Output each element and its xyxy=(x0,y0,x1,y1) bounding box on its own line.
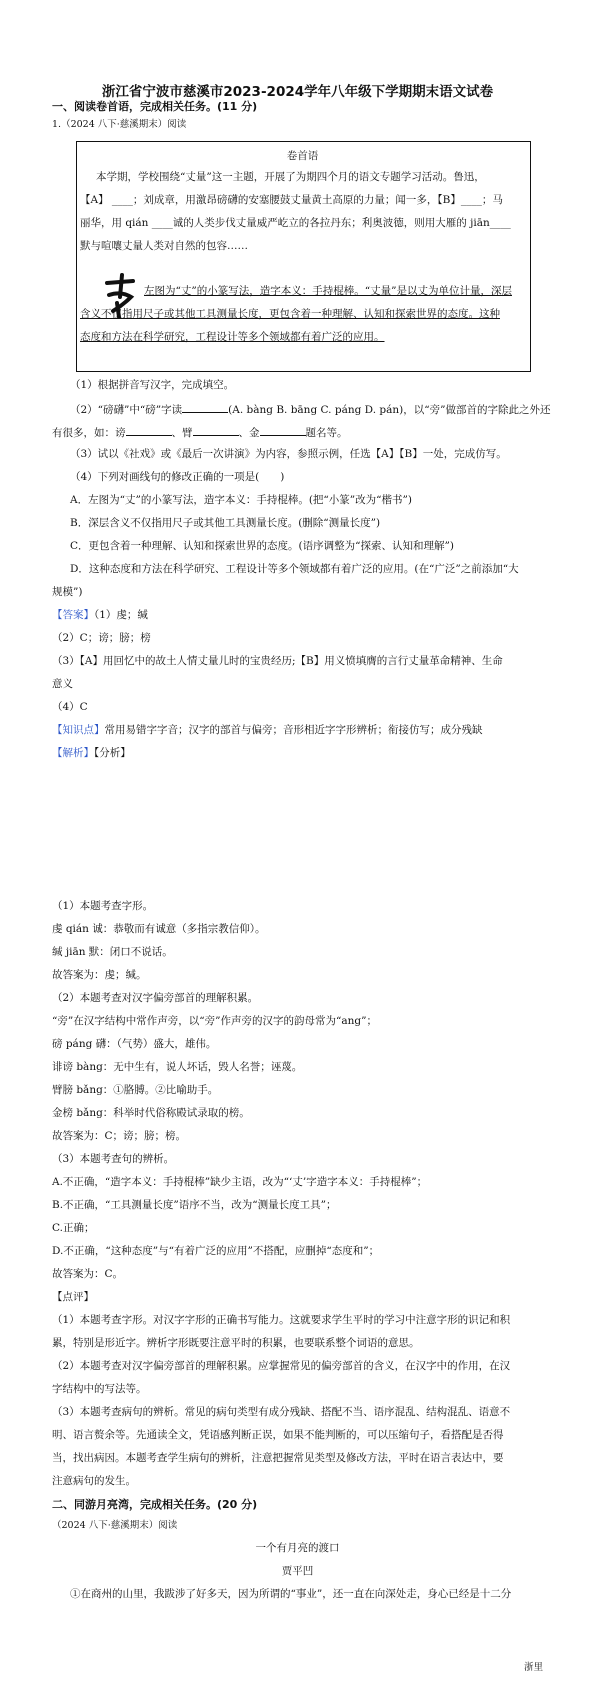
knowledge-label: 【知识点】 xyxy=(52,724,105,736)
subquestion-3: （3）试以《社戏》或《最后一次讲演》为内容，参照示例，任选【A】【B】一处，完成仿写。 xyxy=(70,448,507,460)
comment-1-line-2: 累，特别是形近字。辨析字形既要注意平时的积累，也要联系整个词语的意思。 xyxy=(52,1337,420,1349)
q2-intro: （2024 八下·慈溪期末）阅读 xyxy=(52,1520,178,1531)
underlined-sentence-1: 左图为“丈”的小篆写法，造字本义：手持棍棒。“丈量”是以丈为单位计量，深层 xyxy=(144,285,512,297)
option-b: B．深层含义不仅指用尺子或其他工具测量长度。(删除“测量长度”) xyxy=(70,517,381,529)
option-d-line-1: D．这种态度和方法在科学研究、工程设计等多个领域都有着广泛的应用。(在“广泛”之前添加“大 xyxy=(70,563,519,575)
knowledge-points xyxy=(52,723,483,738)
option-c: C．更包含着一种理解、认知和探索世界的态度。(语序调整为“探索、认知和理解”) xyxy=(70,540,454,552)
article-paragraph-1: ①在商州的山里，我跋涉了好多天，因为所谓的“事业”，还一直在向深处走，身心已经是十二分 xyxy=(70,1588,512,1600)
subquestion-2-text-d: 、臂 xyxy=(171,427,193,439)
page-corner-label: 浙里 xyxy=(523,1662,543,1673)
analysis-subheading: 【分析】 xyxy=(94,747,131,759)
answer-2: （2）C；谤；膀；榜 xyxy=(52,632,151,644)
explain-9: 臂膀 bǎng：①胳膊。②比喻助手。 xyxy=(52,1084,219,1096)
answer-blank-3 xyxy=(193,424,239,436)
comment-2-line-1: （2）本题考查对汉字偏旁部首的理解积累。应掌握常见的偏旁部首的含义，在汉字中的作用，在汉 xyxy=(52,1360,511,1372)
comment-3-line-3: 当，找出病因。本题考查学生病句的辨析，注意把握常见类型及修改方法，平时在语言表达中，要 xyxy=(52,1452,504,1464)
article-title: 一个有月亮的渡口 xyxy=(255,1542,340,1554)
subquestion-2-text-b: (A. bàng B. bāng C. páng D. pán)，以“旁”做部首的字除此之外还 xyxy=(228,404,551,416)
explain-10: 金榜 bǎng：科举时代俗称殿试录取的榜。 xyxy=(52,1107,250,1119)
subquestion-1: （1）根据拼音写汉字，完成填空。 xyxy=(70,379,235,391)
comment-label: 【点评】 xyxy=(52,1291,94,1303)
underlined-sentence-2: 含义不仅指用尺子或其他工具测量长度，更包含着一种理解、认知和探索世界的态度。这种 xyxy=(80,308,500,320)
explain-2: 虔 qián 诚：恭敬而有诚意（多指宗教信仰）。 xyxy=(52,923,266,935)
comment-2-line-2: 字结构中的写法等。 xyxy=(52,1383,147,1395)
explain-5: （2）本题考查对汉字偏旁部首的理解积累。 xyxy=(52,992,259,1004)
page-title: 浙江省宁波市慈溪市2023-2024学年八年级下学期期末语文试卷 xyxy=(101,84,494,100)
comment-3-line-4: 注意病句的发生。 xyxy=(52,1475,136,1487)
answer-3-line-2: 意义 xyxy=(52,678,73,690)
explain-1: （1）本题考查字形。 xyxy=(52,900,154,912)
subquestion-2-line-2 xyxy=(52,424,348,441)
article-author: 贾平凹 xyxy=(281,1565,314,1577)
explain-11: 故答案为：C；谤；膀；榜。 xyxy=(52,1130,187,1142)
answer-3-line-1: （3）【A】用回忆中的故土人情丈量儿时的宝贵经历;【B】用义愤填膺的言行丈量革命精神、生命 xyxy=(52,655,503,667)
explain-17: 故答案为：C。 xyxy=(52,1268,124,1280)
passage-line-2: 【A】 ____；刘成章，用激昂磅礴的安塞腰鼓丈量黄土高原的力量；闻一多，【B】____；马 xyxy=(80,194,503,206)
answer-4: （4）C xyxy=(52,701,88,713)
answer-blank-1 xyxy=(182,401,228,413)
explain-14: B.不正确，“工具测量长度”语序不当，改为“测量长度工具”； xyxy=(52,1199,337,1211)
subquestion-2-text-f: 题名等。 xyxy=(305,427,348,439)
explain-6: “旁”在汉字结构中常作声旁，以“旁”作声旁的汉字的韵母常为“ang”； xyxy=(52,1015,377,1027)
explain-3: 缄 jiān 默：闭口不说话。 xyxy=(52,946,173,958)
option-a: A．左图为“丈”的小篆写法，造字本义：手持棍棒。(把“小篆”改为“楷书”) xyxy=(70,494,412,506)
passage-line-4: 默与喧嚷丈量人类对自然的包容…… xyxy=(80,240,248,252)
explain-16: D.不正确，“这种态度”与“有着广泛的应用”不搭配，应删掉“态度和”； xyxy=(52,1245,380,1257)
knowledge-text: 常用易错字字音；汉字的部首与偏旁；音形相近字字形辨析；衔接仿写；成分残缺 xyxy=(104,724,483,736)
option-d-line-2: 规模”) xyxy=(52,586,83,598)
subquestion-2-text-c: 有很多，如：谤 xyxy=(52,427,126,439)
explain-4: 故答案为：虔；缄。 xyxy=(52,969,147,981)
comment-3-line-1: （3）本题考查病句的辨析。常见的病句类型有成分残缺、搭配不当、语序混乱、结构混乱、语意不 xyxy=(52,1406,511,1418)
section1-heading: 一、阅读卷首语，完成相关任务。(11 分) xyxy=(52,100,258,113)
comment-3-line-2: 明、语言赘余等。先通读全文，凭语感判断正误，如果不能判断的，可以压缩句子，看搭配是否得 xyxy=(52,1429,504,1441)
subquestion-2-line-1 xyxy=(70,401,550,418)
explain-15: C.正确； xyxy=(52,1222,95,1234)
answer-label: 【答案】 xyxy=(52,609,94,621)
answer-blank-4 xyxy=(260,424,306,436)
explain-8: 诽谤 bàng：无中生有，说人坏话，毁人名誉；诬蔑。 xyxy=(52,1061,303,1073)
passage-box-heading: 卷首语 xyxy=(286,150,319,162)
passage-line-1: 本学期，学校围绕“丈量”这一主题，开展了为期四个月的语文专题学习活动。鲁迅， xyxy=(96,171,485,183)
analysis-heading xyxy=(52,746,131,761)
subquestion-2-text-a: （2）“磅礴”中“磅”字读 xyxy=(70,404,183,416)
answer-line-1 xyxy=(52,608,148,623)
subquestion-4: （4）下列对画线句的修改正确的一项是( ) xyxy=(70,471,285,483)
explain-13: A.不正确，“造字本义：手持棍棒”缺少主语，改为“‘丈’字造字本义：手持棍棒”； xyxy=(52,1176,428,1188)
explain-12: （3）本题考查句的辨析。 xyxy=(52,1153,175,1165)
passage-line-3: 丽华，用 qián ____诚的人类步伐丈量威严屹立的各拉丹东；利奥波德，则用大雁的 jiān____ xyxy=(80,217,511,229)
explain-7: 磅 páng 礴：（气势）盛大，雄伟。 xyxy=(52,1038,217,1050)
answer-1: （1）虔；缄 xyxy=(94,609,148,621)
subquestion-2-text-e: 、金 xyxy=(238,427,260,439)
section2-heading: 二、同游月亮湾，完成相关任务。(20 分) xyxy=(52,1498,258,1511)
underlined-sentence-3: 态度和方法在科学研究，工程设计等多个领域都有着广泛的应用。 xyxy=(80,331,385,343)
q1-intro: 1.（2024 八下·慈溪期末）阅读 xyxy=(52,119,187,130)
comment-1-line-1: （1）本题考查字形。对汉字字形的正确书写能力。这就要求学生平时的学习中注意字形的识记和积 xyxy=(52,1314,511,1326)
analysis-label: 【解析】 xyxy=(52,747,94,759)
answer-blank-2 xyxy=(126,424,172,436)
